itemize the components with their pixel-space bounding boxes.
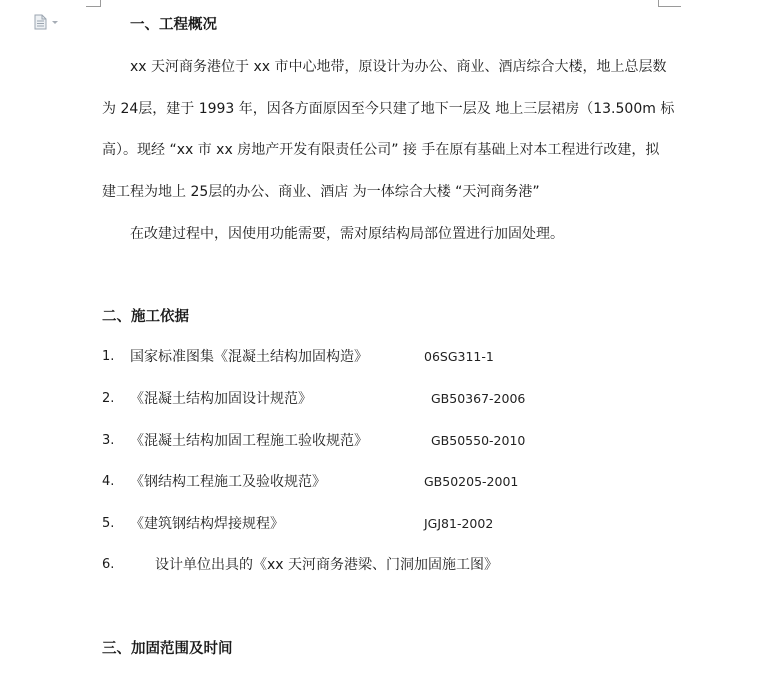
list-item-number: 1. — [102, 349, 115, 364]
section1-line-1: xx 天河商务港位于 xx 市中心地带，原设计为办公、商业、酒店综合大楼，地上总层数 — [130, 59, 667, 75]
list-item-code: 06SG311-1 — [424, 349, 494, 364]
list-item-number: 6. — [102, 557, 115, 572]
list-item-code: GB50205-2001 — [424, 474, 519, 489]
list-item-number: 4. — [102, 474, 115, 489]
section1-line-4: 建工程为地上 25层的办公、商业、酒店 为一体综合大楼 “天河商务港” — [102, 184, 540, 200]
list-item-code: GB50367-2006 — [431, 391, 526, 406]
list-item-text: 设计单位出具的《xx 天河商务港梁、门洞加固施工图》 — [155, 557, 499, 573]
section1-paragraph-2: 在改建过程中，因使用功能需要，需对原结构局部位置进行加固处理。 — [130, 226, 564, 242]
list-item-text: 《混凝土结构加固工程施工验收规范》 — [130, 433, 368, 449]
list-item-text: 国家标准图集《混凝土结构加固构造》 — [130, 349, 368, 365]
list-item-code: JGJ81-2002 — [424, 516, 494, 531]
list-item-number: 3. — [102, 433, 115, 448]
section2-heading: 二、施工依据 — [102, 309, 189, 325]
section1-line-2: 为 24层，建于 1993 年，因各方面原因至今只建了地下一层及 地上三层裙房（13.500m 标 — [102, 101, 675, 117]
list-item-text: 《建筑钢结构焊接规程》 — [130, 516, 284, 532]
list-item-text: 《混凝土结构加固设计规范》 — [130, 391, 312, 407]
section3-heading: 三、加固范围及时间 — [102, 641, 233, 657]
page-margin-corner-left — [86, 0, 101, 7]
section1-heading: 一、工程概况 — [130, 17, 217, 33]
document-icon — [34, 14, 47, 30]
page-margin-corner-right — [658, 0, 681, 7]
section1-line-3: 高）。现经 “xx 市 xx 房地产开发有限责任公司” 接 手在原有基础上对本工程进行改建，拟 — [102, 142, 660, 158]
list-item-number: 5. — [102, 516, 115, 531]
list-item-text: 《钢结构工程施工及验收规范》 — [130, 474, 326, 490]
dropdown-arrow-icon — [52, 21, 58, 24]
list-item-code: GB50550-2010 — [431, 433, 526, 448]
list-item-number: 2. — [102, 391, 115, 406]
document-menu[interactable] — [34, 14, 58, 30]
